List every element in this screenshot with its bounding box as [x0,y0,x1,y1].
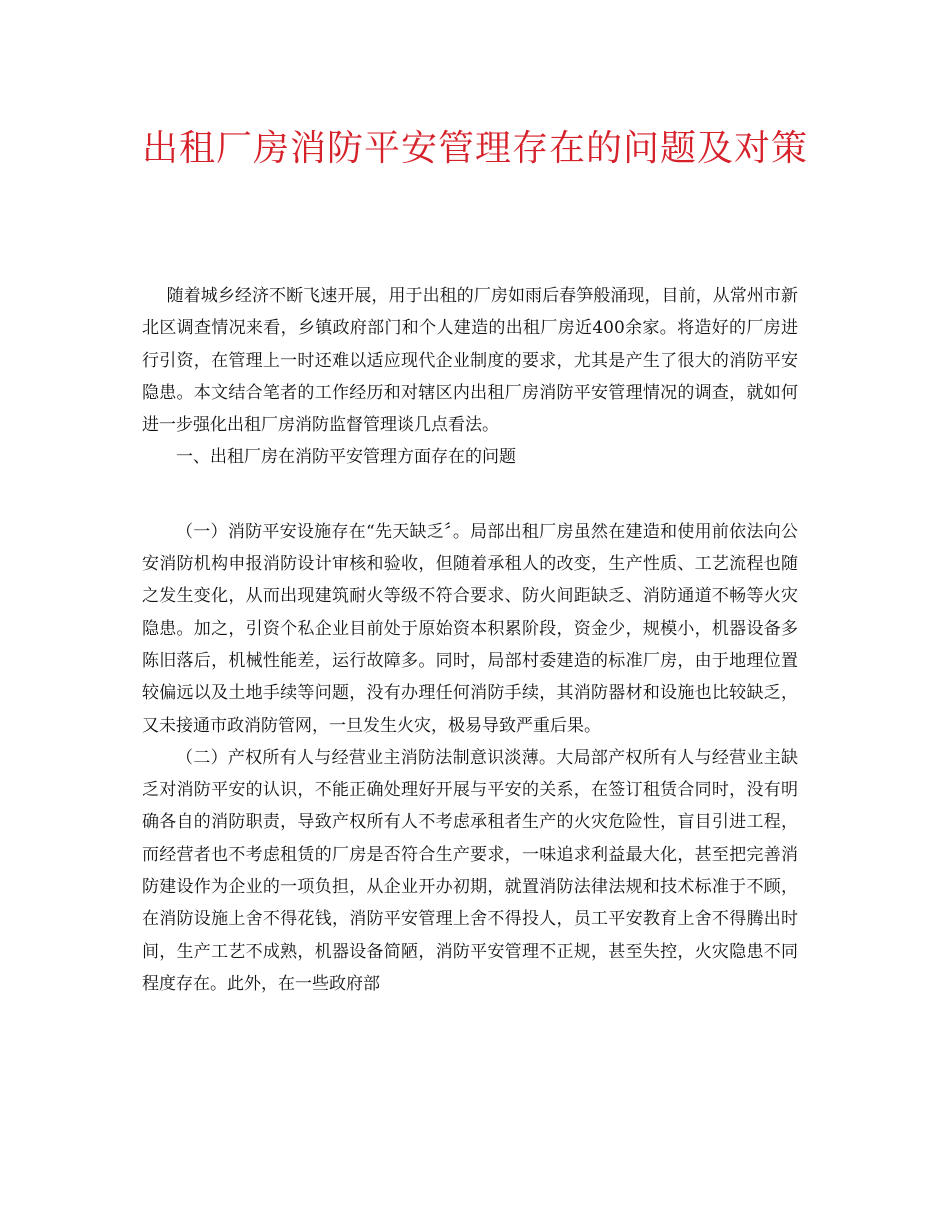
document-title: 出租厂房消防平安管理存在的问题及对策 [141,128,808,169]
document-body [142,280,798,1000]
subsection-1-paragraph: （一）消防平安设施存在“先天缺乏〞。局部出租厂房虽然在建造和使用前依法向公安消防机构申报消防设计审核和验收，但随着承租人的改变，生产性质、工艺流程也随之发生变化，从而出现建筑耐火等级不符合要求、防火间距缺乏、消防通道不畅等火灾隐患。加之，引资个私企业目前处于原始资本积累阶段，资金少，规模小，机器设备多陈旧落后，机械性能差，运行故障多。同时，局部村委建造的标准厂房，由于地理位置较偏远以及土地手续等问题，没有办理任何消防手续，其消防器材和设施也比较缺乏，又未接通市政消防管网，一旦发生火灾，极易导致严重后果。 [142,521,798,736]
subsection-2-paragraph: （二）产权所有人与经营业主消防法制意识淡薄。大局部产权所有人与经营业主缺乏对消防平安的认识，不能正确处理好开展与平安的关系，在签订租赁合同时，没有明确各自的消防职责，导致产权所有人不考虑承租者生产的火灾危险性，盲目引进工程，而经营者也不考虑租赁的厂房是否符合生产要求，一味追求利益最大化，甚至把完善消防建设作为企业的一项负担，从企业开办初期，就置消防法律法规和技术标准于不顾，在消防设施上舍不得花钱，消防平安管理上舍不得投人，员工平安教育上舍不得腾出时间，生产工艺不成熟，机器设备简陋，消防平安管理不正规，甚至失控，火灾隐患不同程度存在。此外，在一些政府部 [142,747,798,994]
section-heading: 一、出租厂房在消防平安管理方面存在的问题 [176,447,516,468]
intro-paragraph: 随着城乡经济不断飞速开展，用于出租的厂房如雨后春笋般涌现，目前，从常州市新北区调查情况来看，乡镇政府部门和个人建造的出租厂房近400余家。将造好的厂房进行引资，在管理上一时还难以适应现代企业制度的要求，尤其是产生了很大的消防平安隐患。本文结合笔者的工作经历和对辖区内出租厂房消防平安管理情况的调查，就如何进一步强化出租厂房消防监督管理谈几点看法。 [142,286,798,436]
